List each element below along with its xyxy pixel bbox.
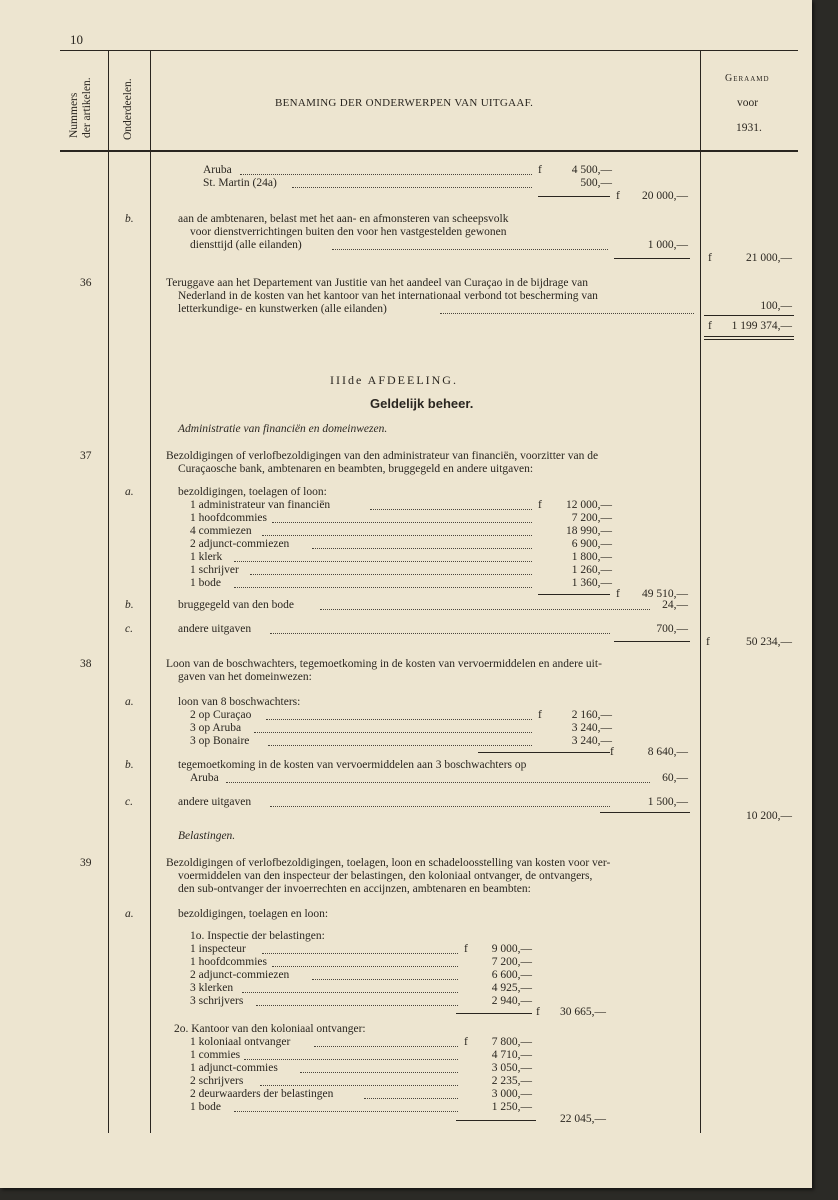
leader-dots — [440, 303, 694, 314]
art36-line-2: Nederland in de kosten van het kantoor van het internationaal verbond tot bescherming van — [178, 290, 598, 302]
leader-dots — [270, 796, 610, 807]
header-amount-3: 1931. — [736, 122, 762, 134]
leader-dots — [332, 239, 608, 250]
b1-total: 21 000,— — [746, 252, 792, 264]
grand-cur: f — [708, 320, 712, 332]
header-amount-1: Geraamd — [725, 73, 770, 84]
art38c-mark: c. — [125, 796, 133, 808]
section-subtitle: Geldelijk beheer. — [370, 396, 474, 411]
art37b-label: bruggegeld van den bode — [178, 599, 294, 611]
sum-rule — [538, 594, 610, 595]
row-aruba-cur: f — [538, 164, 542, 176]
sum-rule — [538, 196, 610, 197]
art38a-mark: a. — [125, 696, 134, 708]
belastingen-heading: Belastingen. — [178, 830, 236, 842]
sum-rule — [600, 812, 690, 813]
art38a-label: loon van 8 boschwachters: — [178, 696, 301, 708]
sum-rule — [456, 1120, 536, 1121]
sum-rule — [478, 752, 610, 753]
sum-rule — [456, 1013, 532, 1014]
leader-dots — [240, 164, 532, 175]
art36-num: 36 — [80, 277, 92, 289]
row-stmartin-label: St. Martin (24a) — [203, 177, 277, 189]
double-rule — [704, 336, 794, 337]
kant-heading: 2o. Kantoor van den koloniaal ontvanger: — [174, 1023, 366, 1035]
art37a-mark: a. — [125, 486, 134, 498]
art38c-label: andere uitgaven — [178, 796, 252, 808]
col-divider-3 — [700, 50, 701, 1133]
ledger-page: 10 Nummers der artikelen. Onderdeelen. BENAMING DER ONDERWERPEN VAN UITGAAF. Geraamd voor 1931. Aruba f 4 500,— St. Martin (24a) 500,— f 20 000,— b. aan de ambtenaren, belast met het aan- en afmonsteren van scheepsvolk voor dienstverrichtingen buiten den voor hen vastgestelden gewonen diensttijd (alle eilanden) 1 000,— f 21 000,— 36 Teruggave aan het Departement van Justitie van het aandeel van Curaçao in de bijdrage van Nederland in de kosten van het kantoor van het internationaal verbond tot bescherming van letterkundige- en kunstwerken (alle eilanden) 100,— f 1 199 374,— IIIde AFDEELING. Geldelijk beheer. Administratie van financiën en domeinwezen. 37 Bezoldigingen of verlofbezoldigingen van den administrateur van financiën, voorzitter van de Curaçaosche bank, ambtenaren en beambten, bruggegeld en andere uitgaven: a. bezoldigingen, toelagen of loon: 1 administrateur van financiën f 12 000,— 1 hoofdcommies 7 200,— 4 commiezen 18 990,— 2 adjunct-commiezen 6 900,— 1 klerk 1 800,— 1 schrijver 1 260,— 1 bode 1 360,— f 49 510,— b. bruggegeld van den bode 24,— c. andere uitgaven 700,— f 50 234,— 38 Loon van de boschwachters, tegemoetkoming in de kosten van vervoermiddelen en andere uit- gaven van het domeinwezen: a. loon van 8 boschwachters: 2 op Curaçao f 2 160,— 3 op Aruba 3 240,— 3 op Bonaire 3 240,— f 8 640,— b. tegemoetkoming in de kosten van vervoermiddelen aan 3 boschwachters op Aruba 60,— c. andere uitgaven 1 500,— 10 200,— Belastingen. 39 Bezoldigingen of verlofbezoldigingen, toelagen, loon en schadeloosstelling van kosten voor ver- voermiddelen van den inspecteur der belastingen, den koloniaal ontvanger, de ontvangers, den sub-ontvanger der invoerrechten en accijnzen, ambtenaren en beambten: a. bezoldigingen, toelagen en loon: 1o. Inspectie der belastingen: 1 inspecteur f 9 000,— 1 hoofdcommies 7 200,— 2 adjunct-commiezen 6 600,— 3 klerken 4 925,— 3 schrijvers 2 940,— f 30 665,— 2o. Kantoor van den koloniaal ontvanger: 1 koloniaal ontvanger f 7 800,— 1 commies 4 710,— 1 adjunct-commies 3 050,— 2 schrijvers 2 235,— 2 deurwaarders der belastingen 3 000,— 1 bode 1 250,— 22 045,— — [0, 0, 812, 1188]
art36-line-3: letterkundige- en kunstwerken (alle eilanden) — [178, 303, 387, 315]
leader-dots — [226, 772, 650, 783]
art37c-label: andere uitgaven — [178, 623, 252, 635]
header-title: BENAMING DER ONDERWERPEN VAN UITGAAF. — [275, 97, 534, 109]
kant-sub: 22 045,— — [560, 1113, 606, 1125]
art39-line-1: Bezoldigingen of verlofbezoldigingen, toelagen, loon en schadeloosstelling van kosten voor ver- — [166, 857, 611, 869]
insp-sub-cur: f — [536, 1006, 540, 1018]
b1-line-2: voor dienstverrichtingen buiten den voor hen vastgestelden gewonen — [190, 226, 507, 238]
art37-line-2: Curaçaosche bank, ambtenaren en beambten, bruggegeld en andere uitgaven: — [178, 463, 534, 475]
header-top-rule — [60, 50, 798, 51]
sub1-amount: 20 000,— — [642, 190, 688, 202]
art39-line-2: voermiddelen van den inspecteur der belastingen, den koloniaal ontvanger, de ontvangers, — [178, 870, 593, 882]
art38-line-2: gaven van het domeinwezen: — [178, 671, 312, 683]
art39-line-3: den sub-ontvanger der invoerrechten en accijnzen, ambtenaren en beambten: — [178, 883, 531, 895]
art38-line-1: Loon van de boschwachters, tegemoetkoming in de kosten van vervoermiddelen en andere uit- — [166, 658, 602, 670]
art36-amount: 100,— — [760, 300, 792, 312]
leader-dots — [292, 177, 532, 188]
art38b-line-1: tegemoetkoming in de kosten van vervoermiddelen aan 3 boschwachters op — [178, 759, 527, 771]
b1-mark: b. — [125, 213, 134, 225]
sum-rule — [614, 258, 690, 259]
art38a-sub-cur: f — [610, 746, 614, 758]
sub1-cur: f — [616, 190, 620, 202]
insp-heading: 1o. Inspectie der belastingen: — [190, 930, 325, 942]
page-number: 10 — [70, 32, 83, 47]
sum-rule — [614, 641, 690, 642]
b1-total-cur: f — [708, 252, 712, 264]
art37-total-cur: f — [706, 636, 710, 648]
b1-line-1: aan de ambtenaren, belast met het aan- en afmonsteren van scheepsvolk — [178, 213, 509, 225]
art39-num: 39 — [80, 857, 92, 869]
art38c-amount: 1 500,— — [647, 796, 688, 808]
art37-line-1: Bezoldigingen of verlofbezoldigingen van den administrateur van financiën, voorzitter van de — [166, 450, 599, 462]
art39a-mark: a. — [125, 908, 134, 920]
art37-total: 50 234,— — [746, 636, 792, 648]
header-amount-2: voor — [737, 97, 759, 109]
section-title: IIIde AFDEELING. — [330, 373, 458, 387]
insp-sub: 30 665,— — [560, 1006, 606, 1018]
row-stmartin-amount: 500,— — [580, 177, 612, 189]
art37a-sub-cur: f — [616, 588, 620, 600]
art38b-amount: 60,— — [662, 772, 688, 784]
art39a-label: bezoldigingen, toelagen en loon: — [178, 908, 329, 920]
art36-line-1: Teruggave aan het Departement van Justitie van het aandeel van Curaçao in de bijdrage van — [166, 277, 588, 289]
row-aruba-amount: 4 500,— — [571, 164, 612, 176]
header-articles: Nummers der artikelen. — [68, 77, 93, 138]
col-divider-1 — [108, 50, 109, 1133]
section-heading: Administratie van financiën en domeinwezen. — [178, 423, 388, 435]
col-divider-2 — [150, 50, 151, 1133]
art38b-mark: b. — [125, 759, 134, 771]
row-aruba-label: Aruba — [203, 164, 232, 176]
art37b-amount: 24,— — [662, 599, 688, 611]
header-bottom-rule — [60, 150, 798, 152]
b1-line-3: diensttijd (alle eilanden) — [190, 239, 302, 251]
grand-total: 1 199 374,— — [731, 320, 792, 332]
sum-rule — [704, 315, 794, 316]
art37a-label: bezoldigingen, toelagen of loon: — [178, 486, 327, 498]
art38b-line-2: Aruba — [190, 772, 219, 784]
art38a-sub: 8 640,— — [647, 746, 688, 758]
art37b-mark: b. — [125, 599, 134, 611]
art38-total: 10 200,— — [746, 810, 792, 822]
art37a-sub: 49 510,— — [642, 588, 688, 600]
header-subdivisions: Onderdeelen. — [122, 78, 134, 140]
leader-dots — [270, 623, 610, 634]
art37c-amount: 700,— — [656, 623, 688, 635]
art37c-mark: c. — [125, 623, 133, 635]
art37-num: 37 — [80, 450, 92, 462]
leader-dots — [320, 599, 650, 610]
art38-num: 38 — [80, 658, 92, 670]
b1-amount: 1 000,— — [647, 239, 688, 251]
double-rule — [704, 339, 794, 340]
